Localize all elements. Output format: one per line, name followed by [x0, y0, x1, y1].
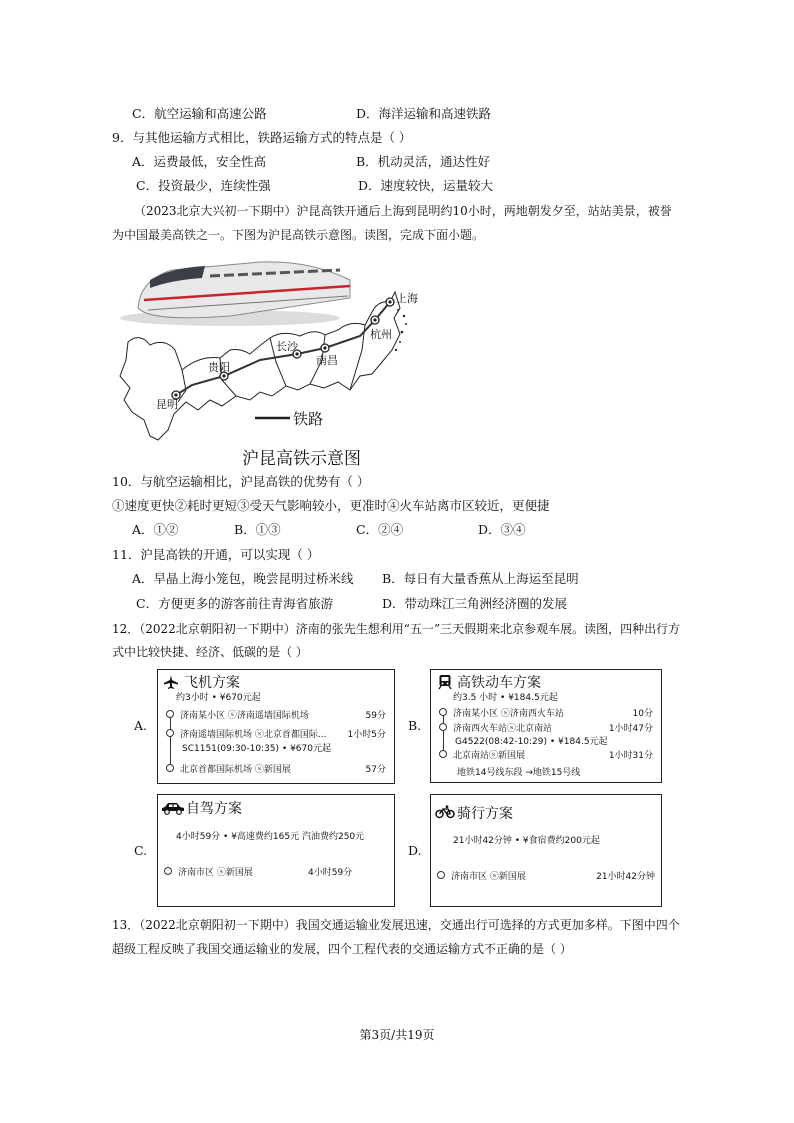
q8-option-c: C．航空运输和高速公路	[132, 106, 267, 121]
plan-plane-row-2-time: 1小时5分	[347, 730, 386, 740]
q9-option-c: C．投资最少，连续性强	[136, 178, 271, 193]
map-caption: 沪昆高铁示意图	[242, 449, 361, 469]
q12-label-d: D.	[408, 843, 422, 858]
q12-stem-line-2: 式中比较快捷、经济、低碳的是（ ）	[112, 645, 308, 659]
plan-train-row-1: 济南某小区 ⓢ济南西火车站	[453, 709, 564, 719]
plan-train-summary: 约3.5 小时 • ¥184.5元起	[453, 693, 558, 703]
train-icon	[438, 674, 452, 690]
plan-train-row-2: 济南西火车站ⓢ北京南站	[453, 724, 553, 734]
route-node	[439, 708, 447, 716]
plan-train-row-3-time: 1小时31分	[608, 751, 653, 761]
q8-option-d: D．海洋运输和高速铁路	[356, 106, 492, 121]
q12-stem-line-1: 12．（2022北京朝阳初一下期中）济南的张先生想利用“五一”三天假期来北京参观车展。读图，四种出行方	[112, 622, 681, 636]
q11-option-d: D．带动珠江三角洲经济圈的发展	[382, 596, 568, 611]
q9-option-b: B．机动灵活，通达性好	[356, 154, 491, 169]
city-label-guiyang: 贵阳	[208, 361, 230, 374]
plan-train-card	[430, 669, 662, 783]
route-node	[437, 871, 445, 879]
route-node	[164, 867, 172, 875]
city-label-nanchang: 南昌	[316, 354, 338, 367]
route-node	[166, 729, 174, 737]
plan-drive-title: 自驾方案	[186, 801, 242, 817]
plan-bike-summary: 21小时42分钟 • ¥食宿费约200元起	[453, 836, 600, 846]
passage-line-1: （2023北京大兴初一下期中）沪昆高铁开通后上海到昆明约10小时，两地朝发夕至，站站美景，被誉	[134, 204, 672, 218]
q11-stem: 11．沪昆高铁的开通，可以实现（ ）	[112, 547, 320, 562]
route-node	[166, 710, 174, 718]
city-label-shanghai: 上海	[396, 292, 418, 305]
plan-bike-card	[430, 794, 662, 907]
hukun-railway-map	[110, 250, 430, 475]
q11-option-b: B．每日有大量香蕉从上海运至昆明	[382, 571, 579, 586]
route-node	[439, 723, 447, 731]
plan-plane-row-3-time: 57分	[365, 765, 386, 775]
high-speed-train-image	[120, 262, 350, 326]
plan-plane-row-1-time: 59分	[365, 711, 386, 721]
plan-train-number: G4522(08:42-10:29) • ¥184.5元起	[455, 737, 608, 747]
bicycle-icon	[435, 805, 455, 819]
plan-train-row-1-time: 10分	[632, 709, 653, 719]
q10-option-a: A．①②	[132, 522, 179, 537]
plan-bike-row-1: 济南市区 ⓢ新国展	[451, 872, 526, 882]
city-label-changsha: 长沙	[276, 340, 298, 353]
plan-plane-row-1: 济南某小区 ⓢ济南遥墙国际机场	[180, 711, 309, 721]
plan-drive-card	[157, 794, 395, 907]
plan-train-subway: 地铁14号线东段 →地铁15号线	[457, 768, 581, 778]
plan-plane-flight: SC1151(09:30-10:35) • ¥670元起	[182, 744, 331, 754]
plan-drive-row-1: 济南市区 ⓢ新国展	[178, 868, 253, 878]
q9-stem: 9．与其他运输方式相比，铁路运输方式的特点是（ ）	[112, 130, 412, 145]
q10-items: ①速度更快②耗时更短③受天气影响较小，更准时④火车站离市区较近，更便捷	[112, 498, 550, 513]
coastal-islands	[395, 309, 407, 351]
plan-plane-summary: 约3小时 • ¥670元起	[176, 693, 261, 703]
plan-plane-card	[157, 669, 395, 784]
city-label-kunming: 昆明	[156, 398, 178, 411]
q12-label-b: B.	[408, 718, 422, 733]
legend-label-railway: 铁路	[293, 410, 324, 428]
q10-option-b: B．①③	[234, 522, 281, 537]
map-legend	[255, 410, 323, 428]
plan-plane-title: 飞机方案	[184, 675, 240, 691]
plan-bike-title: 骑行方案	[457, 806, 513, 822]
plan-train-row-2-time: 1小时47分	[608, 724, 653, 734]
plan-plane-row-3: 北京首都国际机场 ⓢ新国展	[180, 765, 291, 775]
page-number: 第3页/共19页	[359, 1028, 435, 1042]
q11-option-a: A．早晶上海小笼包，晚尝昆明过桥米线	[132, 571, 354, 586]
q13-stem-line-2: 超级工程反映了我国交通运输业的发展，四个工程代表的交通运输方式不正确的是（ ）	[112, 942, 572, 956]
plan-plane-row-2: 济南遥墙国际机场 ⓢ北京首都国际...	[180, 730, 327, 740]
airplane-icon	[163, 674, 179, 690]
q9-option-d: D．速度较快，运量较大	[358, 178, 494, 193]
q12-label-c: C.	[134, 843, 148, 858]
q10-option-c: C．②④	[356, 522, 404, 537]
plan-drive-summary: 4小时59分 • ¥高速费约165元 汽油费约250元	[176, 832, 365, 842]
route-node	[439, 750, 447, 758]
plan-train-row-3: 北京南站ⓢ新国展	[453, 751, 526, 761]
q11-option-c: C．方便更多的游客前往青海省旅游	[136, 596, 334, 611]
q12-label-a: A.	[134, 718, 148, 733]
plan-bike-row-1-time: 21小时42分钟	[596, 872, 655, 882]
route-node	[166, 764, 174, 772]
q10-option-d: D．③④	[478, 522, 526, 537]
passage-line-2: 为中国最美高铁之一。下图为沪昆高铁示意图。读图，完成下面小题。	[112, 228, 485, 242]
city-label-hangzhou: 杭州	[370, 328, 392, 341]
q9-option-a: A．运费最低，安全性高	[132, 154, 267, 169]
plan-train-title: 高铁动车方案	[457, 675, 541, 691]
car-icon	[161, 801, 185, 815]
q10-stem: 10．与航空运输相比，沪昆高铁的优势有（ ）	[112, 474, 370, 489]
plan-drive-row-1-time: 4小时59分	[308, 868, 353, 878]
q13-stem-line-1: 13．（2022北京朝阳初一下期中）我国交通运输业发展迅速，交通出行可选择的方式更加多样。下图中四个	[112, 918, 680, 932]
